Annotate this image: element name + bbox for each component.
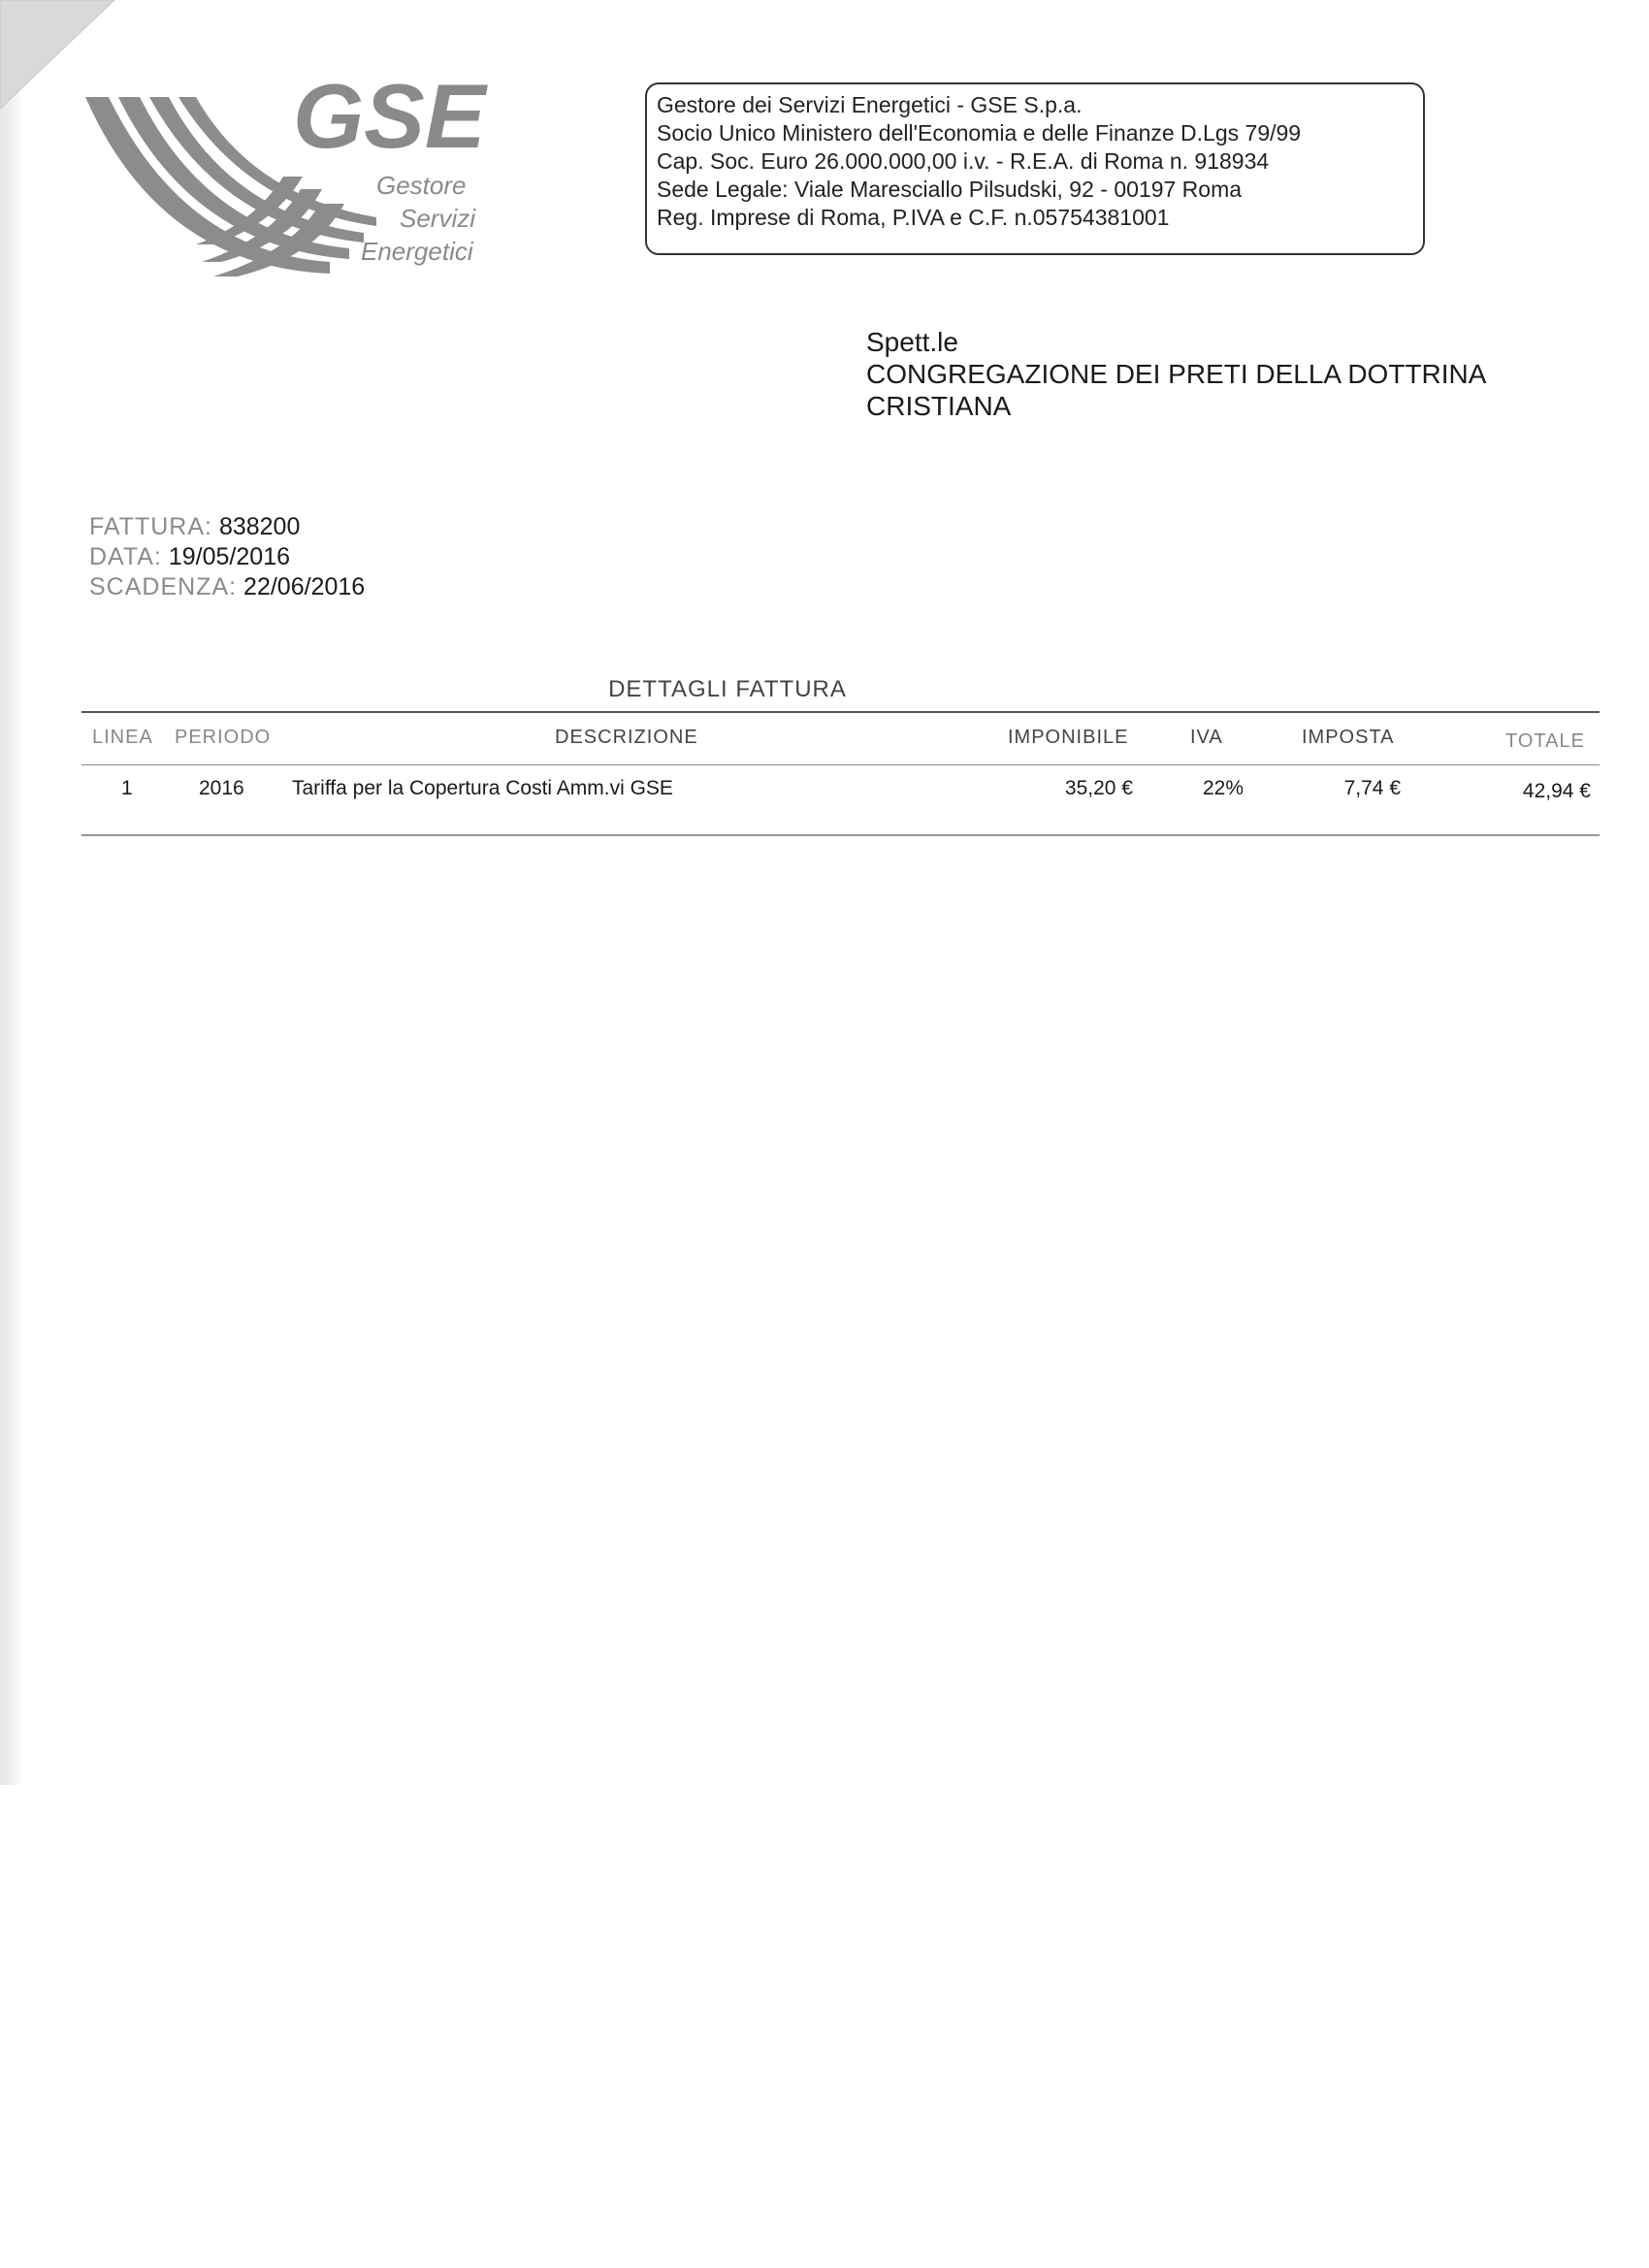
invoice-due-date: 22/06/2016 [243,573,366,600]
invoice-date: 19/05/2016 [168,543,290,570]
cell-linea: 1 [121,777,133,799]
logo-brand: GSE [293,65,486,167]
invoice-meta [89,512,365,602]
invoice-number-row [89,512,365,542]
gse-logo [68,58,514,291]
company-owner: Socio Unico Ministero dell'Economia e delle Finanze D.Lgs 79/99 [657,120,1302,146]
cell-periodo: 2016 [199,777,244,799]
cell-iva: 22% [1203,777,1245,799]
invoice-date-label: DATA: [89,543,162,570]
col-header-totale: TOTALE [1505,730,1585,752]
company-name: Gestore dei Servizi Energetici - GSE S.p.a. [657,92,1083,117]
details-title: DETTAGLI FATTURA [608,676,847,702]
table-bottom-rule [81,834,1600,836]
logo-line1: Gestore [376,171,467,200]
logo-line3: Energetici [361,237,473,266]
scan-edge-shadow [0,0,23,1785]
invoice-number-label: FATTURA: [89,513,212,540]
recipient-name-line2: CRISTIANA [866,391,1012,421]
invoice-number: 838200 [218,513,301,540]
cell-imposta: 7,74 € [1343,777,1401,799]
col-header-descrizione: DESCRIZIONE [555,727,698,748]
col-header-imposta: IMPOSTA [1302,727,1395,748]
col-header-imponibile: IMPONIBILE [1008,727,1129,748]
invoice-due-label: SCADENZA: [89,573,238,600]
company-registration: Reg. Imprese di Roma, P.IVA e C.F. n.05754381001 [657,205,1170,230]
col-header-periodo: PERIODO [175,727,272,748]
logo-line2: Servizi [400,204,476,233]
cell-imponibile: 35,20 € [1064,777,1133,799]
company-info-box [645,82,1425,255]
invoice-date-row [89,542,365,572]
company-capital: Cap. Soc. Euro 26.000.000,00 i.v. - R.E.A. di Roma n. 918934 [657,148,1270,174]
col-header-linea: LINEA [92,727,153,748]
table-top-rule [81,711,1600,713]
recipient-name-line1: CONGREGAZIONE DEI PRETI DELLA DOTTRINA [866,359,1487,389]
col-header-iva: IVA [1190,727,1223,748]
company-address: Sede Legale: Viale Maresciallo Pilsudski, 92 - 00197 Roma [657,177,1243,202]
cell-descrizione: Tariffa per la Copertura Costi Amm.vi GSE [292,777,673,799]
table-header-rule [81,764,1600,765]
invoice-due-row [89,572,365,602]
recipient-block [866,326,1545,422]
recipient-salutation: Spett.le [866,327,958,357]
cell-totale: 42,94 € [1522,780,1591,802]
